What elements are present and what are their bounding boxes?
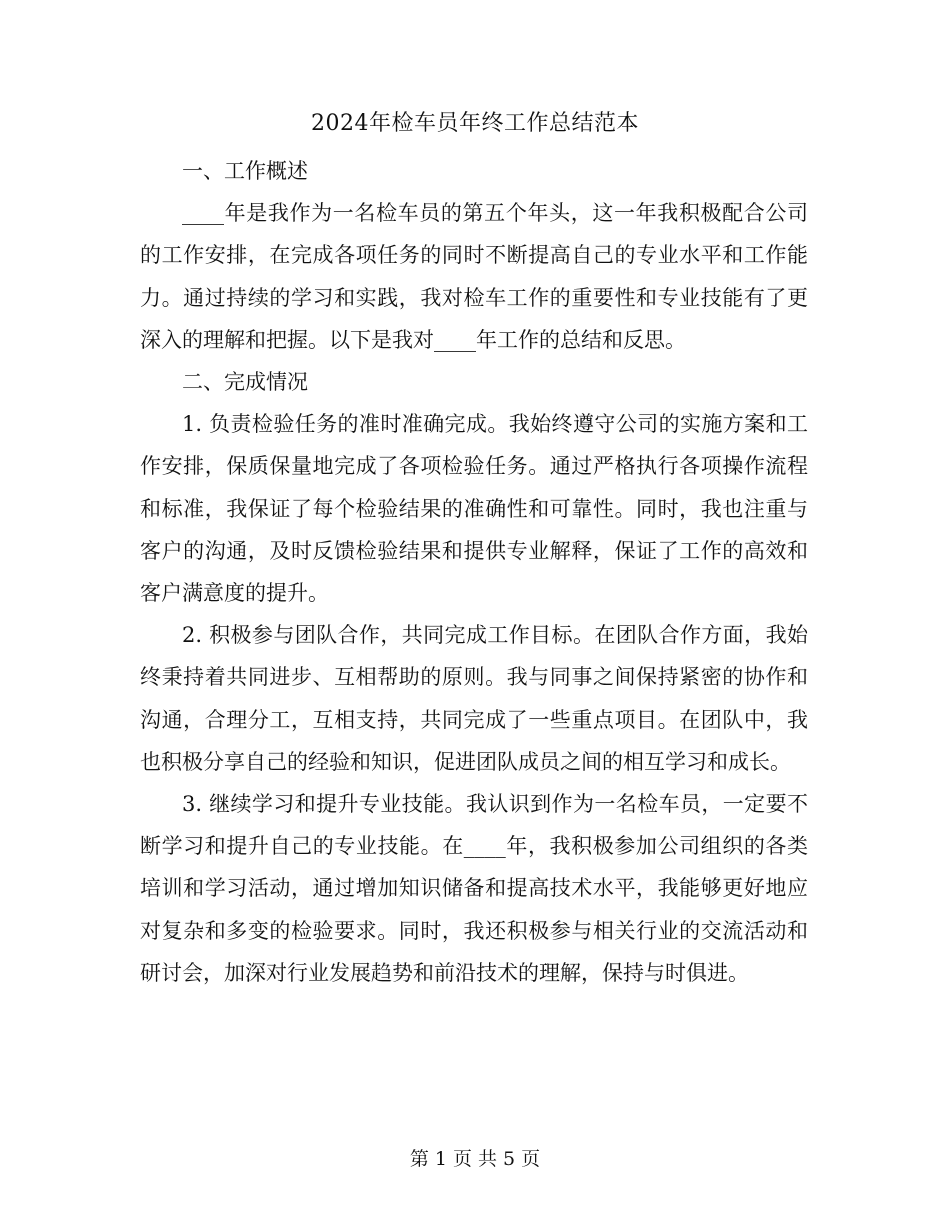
paragraph-item-2: 2. 积极参与团队合作，共同完成工作目标。在团队合作方面，我始终秉持着共同进步、互相帮助的原则。我与同事之间保持紧密的协作和沟通，合理分工，互相支持，共同完成了一些重点项目。在团队中，我也积极分享自己的经验和知识，促进团队成员之间的相互学习和成长。 (140, 623, 808, 774)
paragraph-item-3: 3. 继续学习和提升专业技能。我认识到作为一名检车员，一定要不断学习和提升自己的专业技能。在____年，我积极参加公司组织的各类培训和学习活动，通过增加知识储备和提高技术水平，我能够更好地应对复杂和多变的检验要求。同时，我还积极参与相关行业的交流活动和研讨会，加深对行业发展趋势和前沿技术的理解，保持与时俱进。 (140, 792, 808, 985)
page-number: 第 1 页 共 5 页 (409, 1148, 541, 1170)
section-heading-completion: 二、完成情况 (182, 370, 308, 395)
document-body (140, 150, 808, 994)
paragraph-overview: ____年是我作为一名检车员的第五个年头，这一年我积极配合公司的工作安排，在完成各项任务的同时不断提高自己的专业水平和工作能力。通过持续的学习和实践，我对检车工作的重要性和专业技能有了更深入的理解和把握。以下是我对____年工作的总结和反思。 (140, 201, 808, 352)
section-heading-overview: 一、工作概述 (182, 159, 308, 183)
document-title: 2024年检车员年终工作总结范本 (311, 111, 639, 136)
paragraph-item-1: 1. 负责检验任务的准时准确完成。我始终遵守公司的实施方案和工作安排，保质保量地完成了各项检验任务。通过严格执行各项操作流程和标准，我保证了每个检验结果的准确性和可靠性。同时，我也注重与客户的沟通，及时反馈检验结果和提供专业解释，保证了工作的高效和客户满意度的提升。 (140, 412, 808, 606)
